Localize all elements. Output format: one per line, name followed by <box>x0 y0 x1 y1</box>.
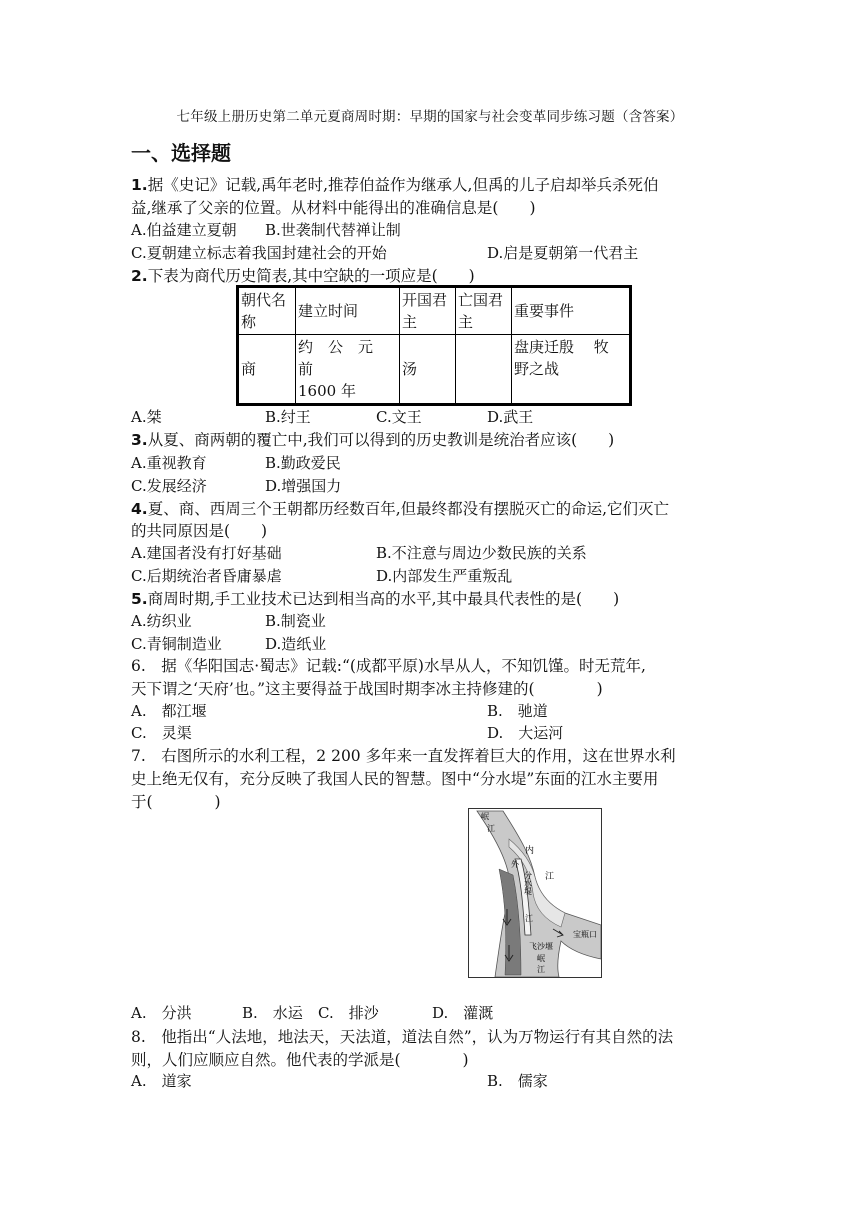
q4-option-d: D.内部发生严重叛乱 <box>376 567 513 585</box>
question-5-text: 商周时期,手工业技术已达到相当高的水平,其中最具代表性的是( ) <box>147 590 620 608</box>
header-text: 称 <box>241 313 257 331</box>
question-4-number: 4. <box>131 500 148 518</box>
map-label: 飞沙堰 <box>529 942 553 951</box>
question-4-line-2: 的共同原因是( ) <box>131 522 268 540</box>
table-header-cell <box>456 287 512 335</box>
q4-option-b: B.不注意与周边少数民族的关系 <box>376 544 587 562</box>
table-cell <box>296 335 400 405</box>
header-text: 朝代名 <box>241 291 287 309</box>
table-header-cell: 建立时间 <box>296 287 400 335</box>
cell-text: 盘庚迁殷 牧 <box>514 338 609 356</box>
map-label: 江 <box>487 824 495 833</box>
map-label: 江 <box>545 872 555 882</box>
question-2-number: 2. <box>131 267 148 285</box>
q5-option-d: D.造纸业 <box>265 635 327 653</box>
q7-option-b: B. 水运 <box>242 1004 303 1022</box>
map-label: 岷 <box>481 812 489 821</box>
q4-option-c: C.后期统治者昏庸暴虐 <box>131 567 282 585</box>
map-label: 宝瓶口 <box>573 930 597 939</box>
q1-option-d: D.启是夏朝第一代君主 <box>487 244 639 262</box>
map-label: 岷 <box>537 954 545 963</box>
table-header-row <box>238 287 631 335</box>
map-label: 江 <box>537 965 545 974</box>
q6-option-b: B. 驰道 <box>487 702 548 720</box>
q8-option-a: A. 道家 <box>131 1072 192 1090</box>
table-header-cell <box>238 287 296 335</box>
question-2-line-1 <box>131 264 475 286</box>
header-text: 开国君 <box>402 291 448 309</box>
table-cell: 商 <box>238 335 296 405</box>
question-3-text: 从夏、商两朝的覆亡中,我们可以得到的历史教训是统治者应该( ) <box>147 431 615 449</box>
map-label: 外 <box>511 860 519 869</box>
section-heading: 一、选择题 <box>131 141 231 165</box>
q8-option-b: B. 儒家 <box>487 1072 548 1090</box>
q1-option-b: B.世袭制代替禅让制 <box>265 221 401 239</box>
question-1-text: 据《史记》记载,禹年老时,推荐伯益作为继承人,但禹的儿子启却举兵杀死伯 <box>147 176 659 194</box>
q5-option-b: B.制瓷业 <box>265 612 326 630</box>
question-6-line-2: 天下谓之‘天府’也。”这主要得益于战国时期李冰主持修建的( ) <box>131 680 603 698</box>
q7-option-c: C. 排沙 <box>318 1004 379 1022</box>
q3-option-c: C.发展经济 <box>131 477 207 495</box>
q1-option-a: A.伯益建立夏朝 <box>131 221 237 239</box>
table-row <box>238 335 631 405</box>
cell-text: 野之战 <box>514 360 560 378</box>
question-7-line-2: 史上绝无仅有，充分反映了我国人民的智慧。图中“分水堤”东面的江水主要用 <box>131 770 659 788</box>
question-5-number: 5. <box>131 590 148 608</box>
q4-option-a: A.建国者没有打好基础 <box>131 544 282 562</box>
question-3-number: 3. <box>131 431 148 449</box>
q6-option-a: A. 都江堰 <box>131 702 207 720</box>
q1-option-c: C.夏朝建立标志着我国封建社会的开始 <box>131 244 387 262</box>
q2-option-b: B.纣王 <box>265 408 311 426</box>
q3-option-b: B.勤政爱民 <box>265 454 341 472</box>
q7-option-d: D. 灌溉 <box>432 1004 494 1022</box>
document-title: 七年级上册历史第二单元夏商周时期：早期的国家与社会变革同步练习题（含答案） <box>176 109 684 125</box>
question-5-line-1 <box>131 587 619 609</box>
shang-dynasty-table <box>236 285 632 406</box>
question-1-line-1 <box>131 173 658 195</box>
question-7-line-3: 于( ) <box>131 793 221 811</box>
table-cell: 汤 <box>400 335 456 405</box>
cell-text: 1600 年 <box>298 382 356 400</box>
question-4-text: 夏、商、西周三个王朝都历经数百年,但最终都没有摆脱灭亡的命运,它们灭亡 <box>147 500 670 518</box>
question-7-line-1: 7. 右图所示的水利工程，2 200 多年来一直发挥着巨大的作用，这在世界水利 <box>131 747 676 765</box>
map-label: 江 <box>525 914 533 923</box>
header-text: 亡国君 <box>458 291 504 309</box>
q2-option-d: D.武王 <box>487 408 534 426</box>
question-8-line-2: 则，人们应顺应自然。他代表的学派是( ) <box>131 1051 469 1069</box>
table-header-cell: 重要事件 <box>512 287 631 335</box>
table-header-cell <box>400 287 456 335</box>
dujiangyan-map <box>468 808 602 978</box>
question-3-line-1 <box>131 428 614 450</box>
question-1-line-2: 益,继承了父亲的位置。从材料中能得出的准确信息是( ) <box>131 199 536 217</box>
q3-option-a: A.重视教育 <box>131 454 207 472</box>
question-8-line-1: 8. 他指出“人法地，地法天，天法道，道法自然”，认为万物运行有其自然的法 <box>131 1028 674 1046</box>
map-label-dike: 分水堤 <box>523 871 533 895</box>
river-diagram <box>469 809 601 977</box>
question-4-line-1 <box>131 497 669 519</box>
header-text: 主 <box>402 313 418 331</box>
q6-option-d: D. 大运河 <box>487 724 564 742</box>
question-2-text: 下表为商代历史简表,其中空缺的一项应是( ) <box>147 267 475 285</box>
cell-text: 约 公 元 前 <box>298 338 389 378</box>
map-label: 内 <box>525 846 535 856</box>
q6-option-c: C. 灵渠 <box>131 724 192 742</box>
q2-option-a: A.桀 <box>131 408 162 426</box>
q5-option-a: A.纺织业 <box>131 612 192 630</box>
header-text: 主 <box>458 313 474 331</box>
table-cell <box>512 335 631 405</box>
table-cell-blank <box>456 335 512 405</box>
question-6-line-1: 6. 据《华阳国志·蜀志》记载:“(成都平原)水旱从人，不知饥馑。时无荒年, <box>131 657 646 675</box>
q3-option-d: D.增强国力 <box>265 477 342 495</box>
q2-option-c: C.文王 <box>376 408 422 426</box>
question-1-number: 1. <box>131 176 148 194</box>
q5-option-c: C.青铜制造业 <box>131 635 222 653</box>
q7-option-a: A. 分洪 <box>131 1004 192 1022</box>
